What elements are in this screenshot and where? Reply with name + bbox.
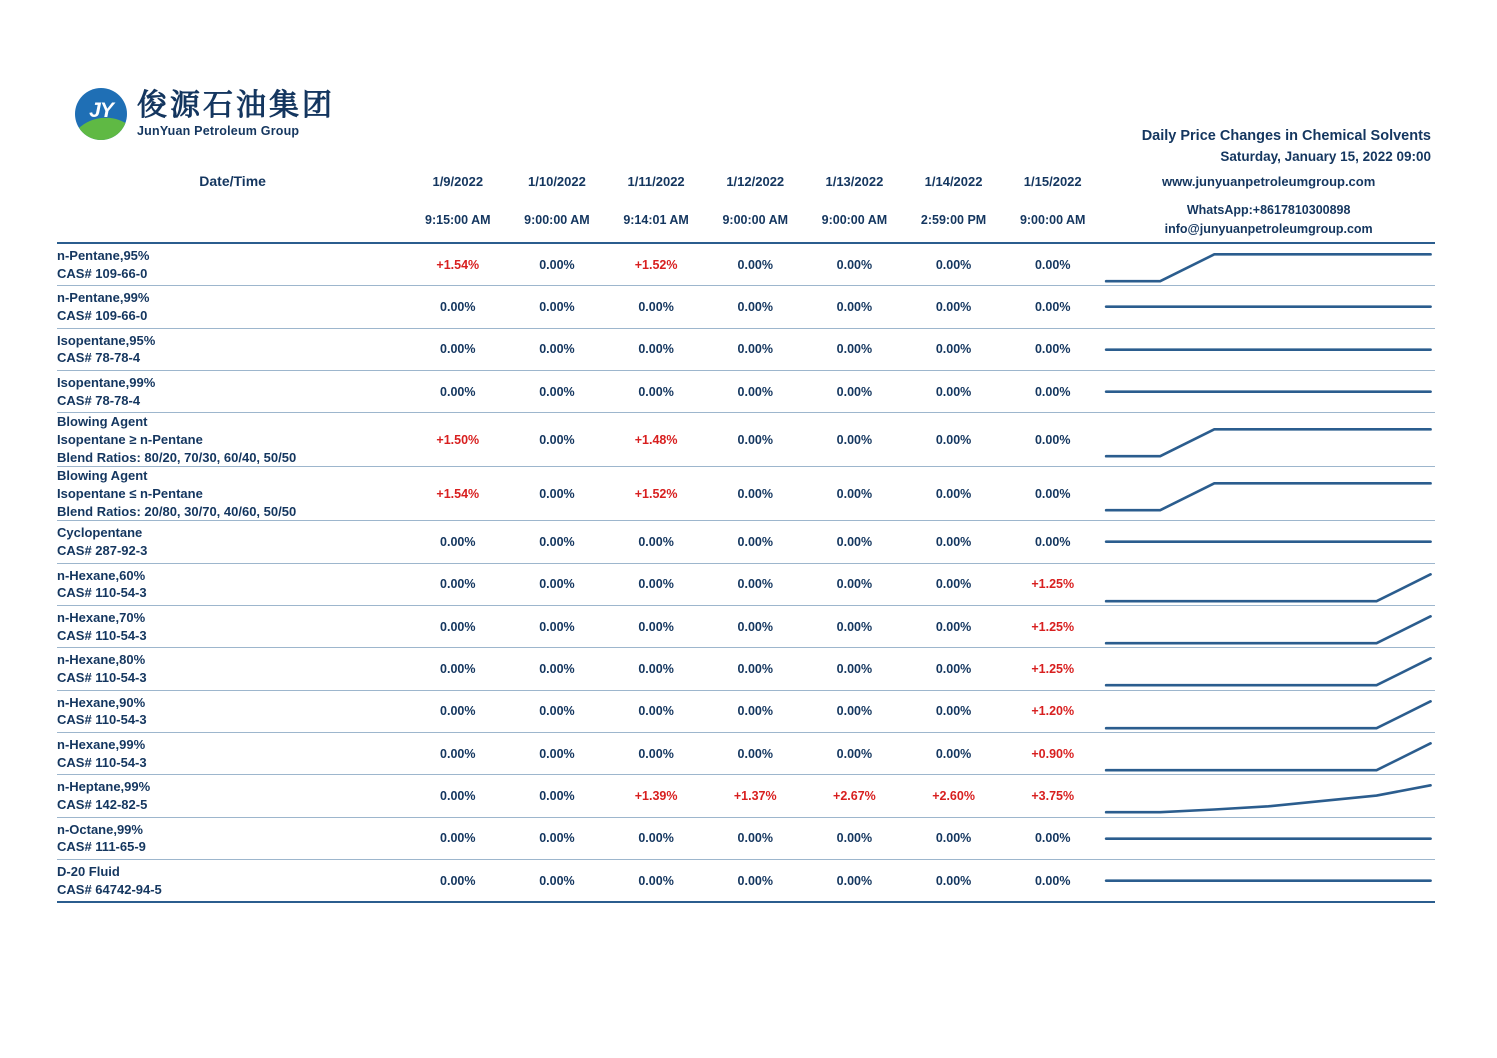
product-name-cell [57, 606, 408, 648]
price-change-cell: 0.00% [904, 817, 1003, 859]
price-change-cell: +1.54% [408, 243, 507, 286]
contact-block [1102, 198, 1435, 243]
price-change-cell: 0.00% [408, 859, 507, 902]
header-row-times [57, 198, 1435, 243]
page-title: Daily Price Changes in Chemical Solvents [1141, 128, 1431, 144]
product-name-line: CAS# 111-65-9 [57, 839, 146, 855]
trend-sparkline-cell [1102, 370, 1435, 412]
trend-sparkline-cell [1102, 606, 1435, 648]
price-change-cell: 0.00% [507, 413, 606, 467]
price-change-cell: 0.00% [408, 370, 507, 412]
table-row [57, 243, 1435, 286]
price-change-cell: 0.00% [1003, 467, 1102, 521]
trend-sparkline [1102, 564, 1435, 605]
product-name-cell [57, 648, 408, 690]
price-change-cell: 0.00% [904, 690, 1003, 732]
product-name-cell [57, 817, 408, 859]
price-change-cell: +1.50% [408, 413, 507, 467]
table-row [57, 328, 1435, 370]
price-change-cell: 0.00% [805, 732, 904, 774]
price-change-cell: 0.00% [408, 817, 507, 859]
price-change-cell: +2.67% [805, 775, 904, 817]
price-change-cell: 0.00% [408, 648, 507, 690]
price-change-cell: 0.00% [904, 606, 1003, 648]
column-header-date-4: 1/13/2022 [825, 173, 884, 189]
price-table [57, 164, 1435, 903]
product-name-line: n-Pentane,99% [57, 290, 150, 306]
price-change-cell: 0.00% [706, 648, 805, 690]
price-sheet [57, 88, 1435, 903]
price-change-cell: 0.00% [1003, 859, 1102, 902]
product-name-cell [57, 243, 408, 286]
price-change-cell: 0.00% [607, 648, 706, 690]
product-name-cell [57, 521, 408, 563]
column-header-date-5: 1/14/2022 [924, 173, 983, 189]
column-header-time-5: 2:59:00 PM [920, 213, 987, 227]
column-header-time-4: 9:00:00 AM [821, 213, 888, 227]
product-name-line: n-Hexane,60% [57, 567, 146, 583]
product-name-cell [57, 563, 408, 605]
product-name-line: Blowing Agent [57, 414, 148, 430]
product-name-line: CAS# 64742-94-5 [57, 881, 162, 897]
column-header-time-6: 9:00:00 AM [1019, 213, 1086, 227]
company-name-en: JunYuan Petroleum Group [137, 123, 300, 138]
price-change-cell: 0.00% [408, 328, 507, 370]
price-change-cell: 0.00% [706, 413, 805, 467]
price-change-cell: 0.00% [706, 370, 805, 412]
price-change-cell: 0.00% [805, 859, 904, 902]
price-change-cell: +1.48% [607, 413, 706, 467]
product-name-cell [57, 467, 408, 521]
price-change-cell: +3.75% [1003, 775, 1102, 817]
trend-sparkline-cell [1102, 859, 1435, 902]
table-header [57, 164, 1435, 243]
price-change-cell: 0.00% [1003, 521, 1102, 563]
price-change-cell: 0.00% [507, 648, 606, 690]
price-change-cell: 0.00% [904, 521, 1003, 563]
product-name-cell [57, 286, 408, 328]
price-change-cell: 0.00% [706, 563, 805, 605]
product-name-cell [57, 413, 408, 467]
price-change-cell: 0.00% [607, 817, 706, 859]
product-name-line: Isopentane,99% [57, 374, 156, 390]
price-change-cell: 0.00% [607, 521, 706, 563]
price-change-cell: 0.00% [805, 467, 904, 521]
price-change-cell: 0.00% [706, 286, 805, 328]
price-change-cell: +1.20% [1003, 690, 1102, 732]
price-change-cell: 0.00% [607, 690, 706, 732]
price-change-cell: 0.00% [904, 370, 1003, 412]
price-change-cell: 0.00% [904, 859, 1003, 902]
trend-sparkline [1102, 860, 1435, 901]
table-row [57, 732, 1435, 774]
product-name-cell [57, 370, 408, 412]
product-name-line: Isopentane,95% [57, 332, 156, 348]
price-change-cell: 0.00% [706, 817, 805, 859]
table-row [57, 370, 1435, 412]
price-change-cell: 0.00% [805, 286, 904, 328]
trend-sparkline [1102, 286, 1435, 327]
trend-sparkline [1102, 691, 1435, 732]
table-row [57, 606, 1435, 648]
price-change-cell: 0.00% [706, 690, 805, 732]
price-change-cell: +1.39% [607, 775, 706, 817]
price-change-cell: 0.00% [706, 243, 805, 286]
product-name-line: CAS# 109-66-0 [57, 307, 148, 323]
price-change-cell: 0.00% [507, 690, 606, 732]
price-change-cell: 0.00% [805, 648, 904, 690]
product-name-line: CAS# 287-92-3 [57, 543, 148, 558]
price-change-cell: 0.00% [408, 732, 507, 774]
product-name-line: CAS# 142-82-5 [57, 796, 148, 812]
product-name-line: Isopentane ≤ n-Pentane [57, 486, 203, 501]
price-change-cell: 0.00% [1003, 328, 1102, 370]
trend-sparkline [1102, 521, 1435, 562]
table-row [57, 648, 1435, 690]
product-name-line: n-Hexane,90% [57, 694, 146, 710]
product-name-cell [57, 690, 408, 732]
product-name-line: n-Hexane,99% [57, 736, 146, 752]
price-change-cell: 0.00% [507, 817, 606, 859]
product-name-line: Cyclopentane [57, 525, 143, 541]
price-change-cell: 0.00% [805, 563, 904, 605]
trend-sparkline [1102, 371, 1435, 412]
price-change-cell: 0.00% [607, 370, 706, 412]
price-change-cell: +0.90% [1003, 732, 1102, 774]
trend-sparkline-cell [1102, 563, 1435, 605]
product-name-line: n-Hexane,80% [57, 652, 146, 668]
table-row [57, 775, 1435, 817]
price-change-cell: 0.00% [706, 732, 805, 774]
product-name-line: n-Pentane,95% [57, 247, 150, 263]
table-row [57, 413, 1435, 467]
product-name-cell [57, 732, 408, 774]
product-name-line: n-Octane,99% [57, 821, 143, 837]
price-change-cell: 0.00% [706, 521, 805, 563]
price-change-cell: 0.00% [805, 521, 904, 563]
product-name-line: CAS# 78-78-4 [57, 350, 141, 366]
trend-sparkline [1102, 818, 1435, 859]
price-change-cell: 0.00% [904, 328, 1003, 370]
price-change-cell: 0.00% [408, 606, 507, 648]
column-header-time-2: 9:14:01 AM [623, 213, 689, 227]
price-change-cell: 0.00% [507, 328, 606, 370]
price-change-cell: 0.00% [904, 467, 1003, 521]
trend-sparkline [1102, 329, 1435, 370]
trend-sparkline [1102, 606, 1435, 647]
price-change-cell: 0.00% [607, 859, 706, 902]
price-change-cell: 0.00% [904, 563, 1003, 605]
price-change-cell: 0.00% [805, 243, 904, 286]
price-change-cell: 0.00% [805, 370, 904, 412]
price-change-cell: 0.00% [607, 563, 706, 605]
price-change-cell: 0.00% [904, 648, 1003, 690]
product-name-line: CAS# 110-54-3 [57, 627, 147, 643]
price-change-cell: 0.00% [904, 413, 1003, 467]
column-header-time-0: 9:15:00 AM [425, 213, 491, 227]
price-change-cell: 0.00% [1003, 286, 1102, 328]
logo-monogram: JY [89, 99, 113, 122]
header-row-dates [57, 164, 1435, 198]
price-change-cell: 0.00% [507, 732, 606, 774]
price-change-cell: 0.00% [706, 328, 805, 370]
trend-sparkline [1102, 419, 1435, 460]
price-change-cell: +1.25% [1003, 606, 1102, 648]
price-change-cell: 0.00% [805, 817, 904, 859]
trend-sparkline [1102, 473, 1435, 514]
price-change-cell: 0.00% [507, 859, 606, 902]
price-change-cell: 0.00% [507, 286, 606, 328]
logo-mark-icon [75, 88, 127, 140]
trend-sparkline-cell [1102, 817, 1435, 859]
trend-sparkline-cell [1102, 732, 1435, 774]
page-subtitle: Saturday, January 15, 2022 09:00 [1220, 149, 1431, 165]
price-change-cell: 0.00% [607, 286, 706, 328]
table-row [57, 286, 1435, 328]
product-name-line: CAS# 109-66-0 [57, 265, 148, 281]
product-name-line: Blend Ratios: 80/20, 70/30, 60/40, 50/50 [57, 449, 297, 465]
trend-sparkline-cell [1102, 521, 1435, 563]
price-change-cell: +1.52% [607, 243, 706, 286]
trend-sparkline-cell [1102, 286, 1435, 328]
product-name-line: n-Heptane,99% [57, 779, 151, 795]
column-header-date-0: 1/9/2022 [432, 173, 484, 189]
column-header-date-6: 1/15/2022 [1023, 173, 1082, 189]
price-change-cell: +1.25% [1003, 648, 1102, 690]
price-change-cell: 0.00% [408, 286, 507, 328]
price-change-cell: 0.00% [507, 243, 606, 286]
price-change-cell: 0.00% [408, 521, 507, 563]
price-change-cell: +2.60% [904, 775, 1003, 817]
price-change-cell: 0.00% [1003, 370, 1102, 412]
product-name-line: CAS# 110-54-3 [57, 669, 147, 685]
price-change-cell: 0.00% [1003, 817, 1102, 859]
price-change-cell: 0.00% [904, 286, 1003, 328]
price-change-cell: 0.00% [507, 370, 606, 412]
price-change-cell: 0.00% [507, 563, 606, 605]
price-change-cell: 0.00% [507, 521, 606, 563]
price-change-cell: +1.52% [607, 467, 706, 521]
company-logo [57, 88, 335, 140]
product-name-line: n-Hexane,70% [57, 609, 146, 625]
trend-sparkline [1102, 244, 1435, 285]
table-row [57, 563, 1435, 605]
trend-sparkline-cell [1102, 243, 1435, 286]
email-address[interactable]: info@junyuanpetroleumgroup.com [1164, 222, 1373, 236]
price-change-cell: 0.00% [607, 732, 706, 774]
column-header-time-1: 9:00:00 AM [524, 213, 590, 227]
trend-sparkline [1102, 733, 1435, 774]
column-header-date-3: 1/12/2022 [726, 173, 785, 189]
column-header-date-1: 1/10/2022 [528, 173, 586, 189]
product-name-cell [57, 775, 408, 817]
price-change-cell: +1.54% [408, 467, 507, 521]
company-website[interactable]: www.junyuanpetroleumgroup.com [1161, 173, 1376, 189]
trend-sparkline-cell [1102, 413, 1435, 467]
price-change-cell: 0.00% [408, 563, 507, 605]
product-name-line: D-20 Fluid [57, 863, 120, 879]
company-name-cn: 俊源石油集团 [137, 89, 335, 123]
price-change-cell: +1.37% [706, 775, 805, 817]
trend-sparkline [1102, 775, 1435, 816]
column-header-date-2: 1/11/2022 [627, 173, 685, 189]
price-change-cell: 0.00% [706, 859, 805, 902]
price-change-cell: 0.00% [805, 606, 904, 648]
product-name-cell [57, 859, 408, 902]
product-name-line: CAS# 110-54-3 [57, 712, 147, 728]
price-change-cell: 0.00% [904, 243, 1003, 286]
price-change-cell: 0.00% [1003, 413, 1102, 467]
price-change-cell: 0.00% [706, 606, 805, 648]
table-row [57, 859, 1435, 902]
trend-sparkline-cell [1102, 648, 1435, 690]
trend-sparkline-cell [1102, 775, 1435, 817]
price-change-cell: 0.00% [1003, 243, 1102, 286]
document-header [57, 88, 1435, 164]
trend-sparkline-cell [1102, 328, 1435, 370]
product-name-line: CAS# 110-54-3 [57, 585, 147, 601]
column-header-datetime: Date/Time [199, 173, 266, 189]
product-name-line: CAS# 78-78-4 [57, 392, 141, 408]
price-change-cell: 0.00% [607, 328, 706, 370]
product-name-line: Isopentane ≥ n-Pentane [57, 431, 203, 447]
table-row [57, 817, 1435, 859]
price-change-cell: 0.00% [507, 606, 606, 648]
price-change-cell: 0.00% [904, 732, 1003, 774]
table-row [57, 521, 1435, 563]
trend-sparkline-cell [1102, 690, 1435, 732]
price-change-cell: 0.00% [607, 606, 706, 648]
price-change-cell: 0.00% [805, 328, 904, 370]
price-change-cell: 0.00% [507, 467, 606, 521]
whatsapp-number: WhatsApp:+8617810300898 [1186, 203, 1351, 218]
product-name-line: CAS# 110-54-3 [57, 754, 147, 770]
price-change-cell: 0.00% [507, 775, 606, 817]
price-change-cell: 0.00% [805, 413, 904, 467]
price-change-cell: 0.00% [408, 775, 507, 817]
trend-sparkline-cell [1102, 467, 1435, 521]
product-name-line: Blowing Agent [57, 468, 148, 484]
column-header-time-3: 9:00:00 AM [722, 213, 789, 227]
product-name-line: Blend Ratios: 20/80, 30/70, 40/60, 50/50 [57, 503, 297, 519]
price-change-cell: 0.00% [805, 690, 904, 732]
table-body [57, 243, 1435, 902]
trend-sparkline [1102, 648, 1435, 689]
price-change-cell: 0.00% [706, 467, 805, 521]
table-row [57, 467, 1435, 521]
product-name-cell [57, 328, 408, 370]
price-change-cell: 0.00% [408, 690, 507, 732]
price-change-cell: +1.25% [1003, 563, 1102, 605]
table-row [57, 690, 1435, 732]
